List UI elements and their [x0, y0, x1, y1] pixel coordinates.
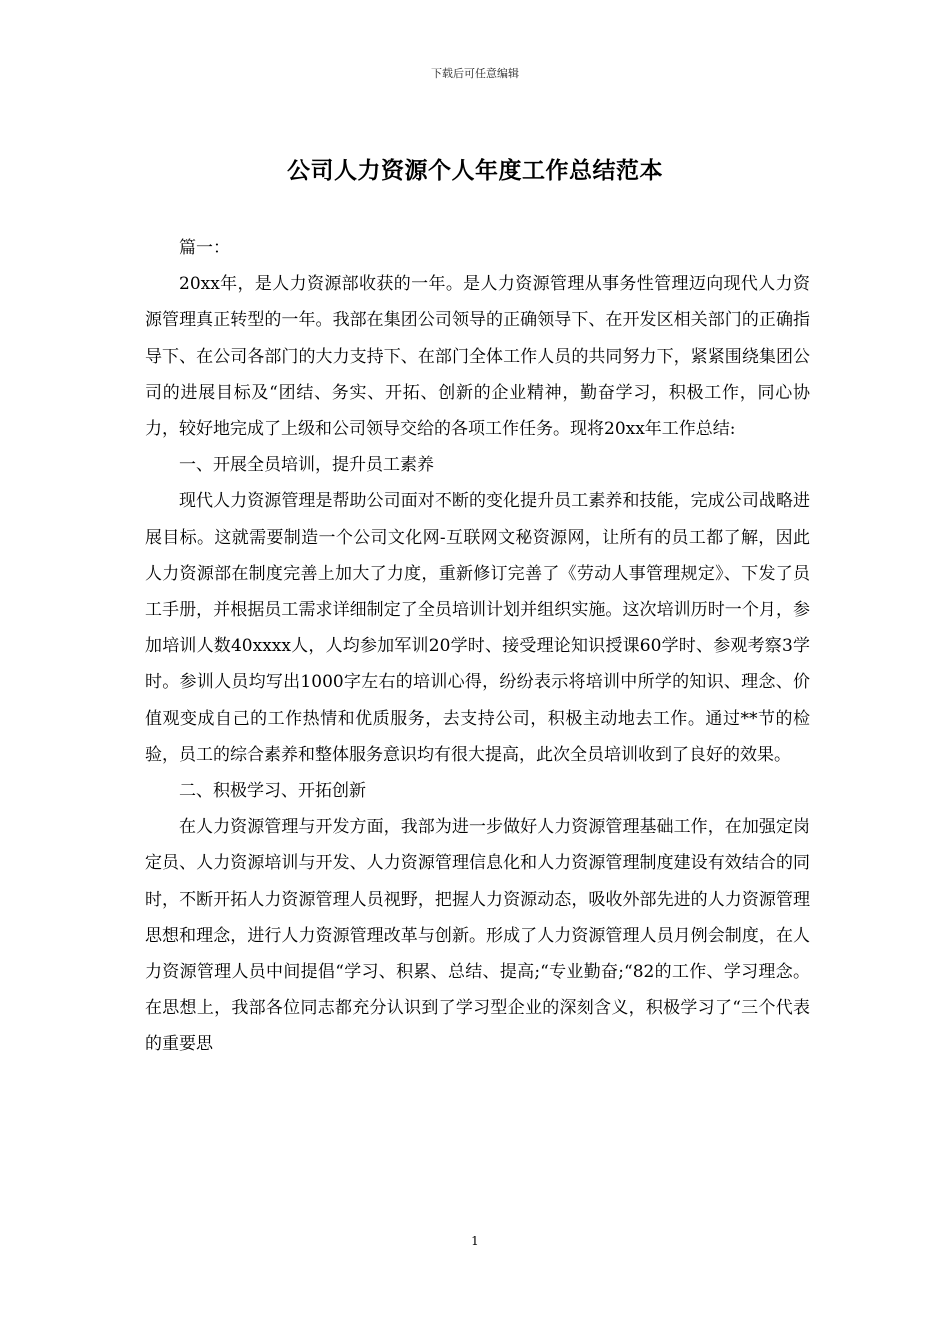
training-paragraph: 现代人力资源管理是帮助公司面对不断的变化提升员工素养和技能，完成公司战略进展目标。这就需要制造一个公司文化网-互联网文秘资源网，让所有的员工都了解，因此人力资源部在制度完善上加大了力度，重新修订完善了《劳动人事管理规定》、下发了员工手册，并根据员工需求详细制定了全员培训计划并组织实施。这次培训历时一个月，参加培训人数40xxxx人，人均参加军训20学时、接受理论知识授课60学时、参观考察3学时。参训人员均写出1000字左右的培训心得，纷纷表示将培训中所学的知识、理念、价值观变成自己的工作热情和优质服务，去支持公司，积极主动地去工作。通过**节的检验，员工的综合素养和整体服务意识均有很大提高，此次全员培训收到了良好的效果。: [145, 491, 810, 765]
section-heading-training: 一、开展全员培训，提升员工素养: [179, 455, 434, 476]
page-number: 1: [471, 1234, 479, 1248]
document-body: [145, 230, 810, 1063]
learning-paragraph: 在人力资源管理与开发方面，我部为进一步做好人力资源管理基础工作，在加强定岗定员、人力资源培训与开发、人力资源管理信息化和人力资源管理制度建设有效结合的同时，不断开拓人力资源管理人员视野，把握人力资源动态，吸收外部先进的人力资源管理思想和理念，进行人力资源管理改革与创新。形成了人力资源管理人员月例会制度，在人力资源管理人员中间提倡“学习、积累、总结、提高;“专业勤奋;“82的工作、学习理念。在思想上，我部各位同志都充分认识到了学习型企业的深刻含义，积极学习了“三个代表的重要思: [145, 817, 810, 1055]
header-note: 下载后可任意编辑: [431, 67, 519, 80]
section-label-part-one: 篇一：: [179, 238, 230, 258]
document-title: 公司人力资源个人年度工作总结范本: [287, 157, 663, 184]
section-heading-learning: 二、积极学习、开拓创新: [179, 781, 366, 802]
intro-paragraph: 20xx年，是人力资源部收获的一年。是人力资源管理从事务性管理迈向现代人力资源管理真正转型的一年。我部在集团公司领导的正确领导下、在开发区相关部门的正确指导下、在公司各部门的大力支持下、在部门全体工作人员的共同努力下，紧紧围绕集团公司的进展目标及“团结、务实、开拓、创新的企业精神，勤奋学习，积极工作，同心协力，较好地完成了上级和公司领导交给的各项工作任务。现将20xx年工作总结:: [145, 274, 810, 440]
